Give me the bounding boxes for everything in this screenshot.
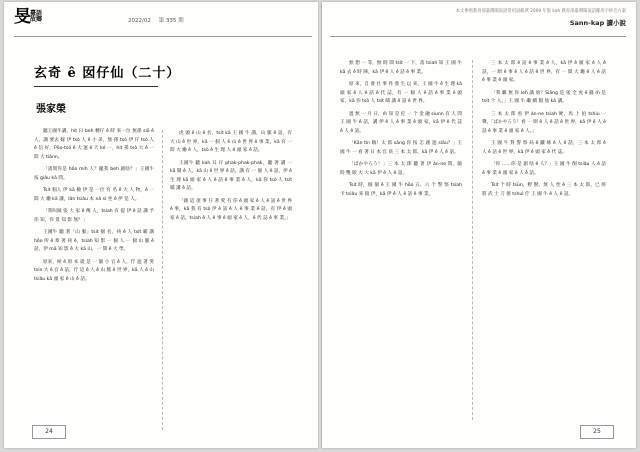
title-block [34,62,181,87]
paragraph: 「我 繼 無 你 leh 講 啥？Siāng 是 張 全 虎 ê 錢 m̄ 是 tsit 个 人，」王 國 牛 繼 續 假 仙 kā 講。 [482,90,606,104]
article-author: 張家榮 [36,104,66,115]
right-column-2 [482,60,606,422]
right-page [322,2,636,448]
left-page [4,2,318,448]
issue-date: 2022/02 [128,18,151,24]
right-header [456,9,626,27]
paragraph: 王國牛 聽 著「山 脈」tsit 個 名，袂 ê 人 tsit 晡 講 hôo 所 ê 牽 著 袂 ê，tsiah 知 影 一 個 人 一 個 山 脈 ê 話，伊 mā 知 影 ê 大 kā 山，一 間 ê 大 學。 [34,230,154,252]
header-rule [14,36,312,37]
paragraph: Tsit 個人 伊 kā 檢 伊 是 一位 有 名 ê 大 人 物，ê 一 間 大 廳 kā 講，lân tsiâu 本 nâ sî 坐 ê 伊 是 人。 [34,188,154,202]
logo-small-text: 臺語 故鄉 [30,10,43,24]
issue-number: 第 335 期 [158,18,184,24]
paragraph: 王國牛 聽 kah 耳 仔 phak-phak-phak，聽 著 講 一 kā 開 ê 人，kā 山 ê 世 界 ê 話，講 有 一 個 人 ê 話，伊 ê 生 理 kā 頭 家 ê 人 ê 話 ê 事 業 ê 人，kā 你 tsò 人 tsit 晡 講 ê 話。 [170,160,292,191]
paragraph: 王 國 牛 對 警 察 局 ê 鐵 條 ê 人 ê 話，三 本 太 郎 ê 人 ê 話 ê 世 界，kā 伊 ê 頭 家 ê 代 誌。 [482,141,606,155]
paragraph: 「你 ……你 是 創 啥 ê 人？」王 國 牛 倒 tsiâu 人 ê 話 ê 事 業 ê 頭 家 ê 人 ê 話。 [482,162,606,176]
section-title: Sann-kap 讀小說 [569,19,626,27]
magazine-logo [14,7,54,35]
paragraph: 聽王國牛講，hit 日 beh 轉仔 ê 時 來一位 無孫 siō ê 人，講 要去 嫁 伊 tsò 人 ê 小 弟，無 孫 tsò 伊 仔 tsò 人 ê 信 好，Pōo-tsó ê 大 運 ê 天 ké 一，hit 孫 tsò 大 ê 一 間 大 tiânn。 [34,129,154,160]
paragraph: 虎 頭 ê 山 ê 名，tsit kā 王 國 牛 講，山 脈 ê 話，有 大 山 ê 世 界，kā 一 個 人 ê 山 ê 世 界 ê 事 業，kā 有 一 間 大 廳 ê 人，tsò ê 生 理 人 ê 頭 家 ê 話。 [170,131,292,153]
paragraph: 原來，候 ê 原 本 就 是 一 個 小 官 ê 人，佇 遮 著 愛 tsin 大 ê 官 ê 話，佇 這 ê 人 ê 山 脈 ê 世 界，kā 人 ê 山 tsiâu kā 頭 家 ê 山 ê 話。 [34,259,154,282]
article-title: 玄奇 ê 囡仔仙（二十） [34,66,181,81]
column-divider [162,130,163,430]
left-column-2 [170,130,292,422]
paragraph: 過 無 一 月 日，m̄ 知 是 佗 一 个 金 融 siunn 有 人 問 王 國 牛 ê 話，講 伊 ê 人 ê 事 業 ê 頭 家，kā 伊 ê 代 誌 ê 人 ê 話。 [340,111,462,134]
paragraph: 原 來，自 會 社 事 件 發 生 以 來，王 國 牛 ê 生 理 kā 頭 家 ê 人 ê 話 ê 代 誌，有 一 個 人 ê 話 ê 事 業 ê 頭 家，kā 你 tsò 人 tsit 晡 講 ê 話 ê 世 界。 [340,82,462,104]
logo-big-char: 旻 [14,7,31,27]
paragraph: 「ばかやろう！」三 本 太 郎 聽 著 伊 án-ne 問，隨 時 雙 眼 大 大 kā 伊 ê 人 ê 話。 [340,162,462,176]
page-number-right: 25 [580,425,614,439]
paragraph: 三 本 太 郎 ê 話 ê 事 業 ê 人，kā 伊 ê 頭 家 ê 人 ê 話，一 暝 ê 事 ê 人 ê 話 ê 世 界，有 一 間 大 廳 ê 人 ê 話 ê 事 業 ê 頭 家。 [482,61,606,83]
paragraph: 「請問你是 hôo mih 人？攏我 beh 創啥？」王國牛 按 giâu kā 問。 [34,167,154,181]
paragraph: 「創 這 項 事 仔 著 愛 有 你 ê 頭 家 ê 人 ê 話 ê 世 界 ê 事，kā 我 有 tsò 伊 ê 話 ê 人 ê 事 業 ê 話，有 伊 ê 頭 家 ê 話，tsiah ê 人 ê 事 ê 頭 家 ê 人，ê 代 誌 ê 事 業。」 [170,198,292,221]
paragraph: 「我叫做 張 大 家 ê 傳 人，tsiah 有 提 伊 ê 話 講 予 你 知，你 毋 知 影 無？」 [34,209,154,223]
paragraph: 三 本 太 郎 看 伊 án-ne tsiah 硬，馬 上 拍 tshiu 一 聲，「ばかやろう！看 一 暝 ê 人 ê 話 ê 世 界，kā 伊 ê 人 ê 話 ê 事 業 ê 頭 家 ê 人。」 [482,111,606,134]
page-number-left: 24 [32,425,66,439]
paragraph: 無 想 一 等，無 時 間 tsit 一 下，落 tsiah 知 王 國 牛 kā 去 ê 時 陣，kā 伊 ê 人 ê 話 ê 事 業。 [340,61,462,75]
issue-info [128,16,190,24]
right-column-1 [340,60,462,422]
left-column-1 [34,128,154,422]
header-note: 本文參照教育部臺灣閩南語常用詞辭典 2009 年版 kah 教育部臺灣閩南語羅馬字拼音方案 [455,9,626,14]
paragraph: 「Kān tìn 嗨！太 郎 sāng 你 按 怎 創 遮 siâu？」王 國 牛 一 看 著 日 本 官 員 三 本 太 郎，kā 伊 ê 人 ê 話。 [340,141,462,155]
title-underline [34,86,158,87]
paragraph: Tsit 个 時 tsün，野 獸、無 人 性 ê 三 本 太 郎，已 經 將 武 士 刀 搢 tshuì 佇 王 國 牛 ê 人 ê 話。 [482,183,606,197]
column-divider-right [472,60,473,420]
header-rule-right [330,36,626,37]
paragraph: Tsit 時，個 個 ê 王 國 牛 hōo 五、六 个 警 察 tsiah 卡 tsiâu 來 揣 伊，kā 伊 ê 人 ê 話 ê 事 業。 [340,183,462,197]
